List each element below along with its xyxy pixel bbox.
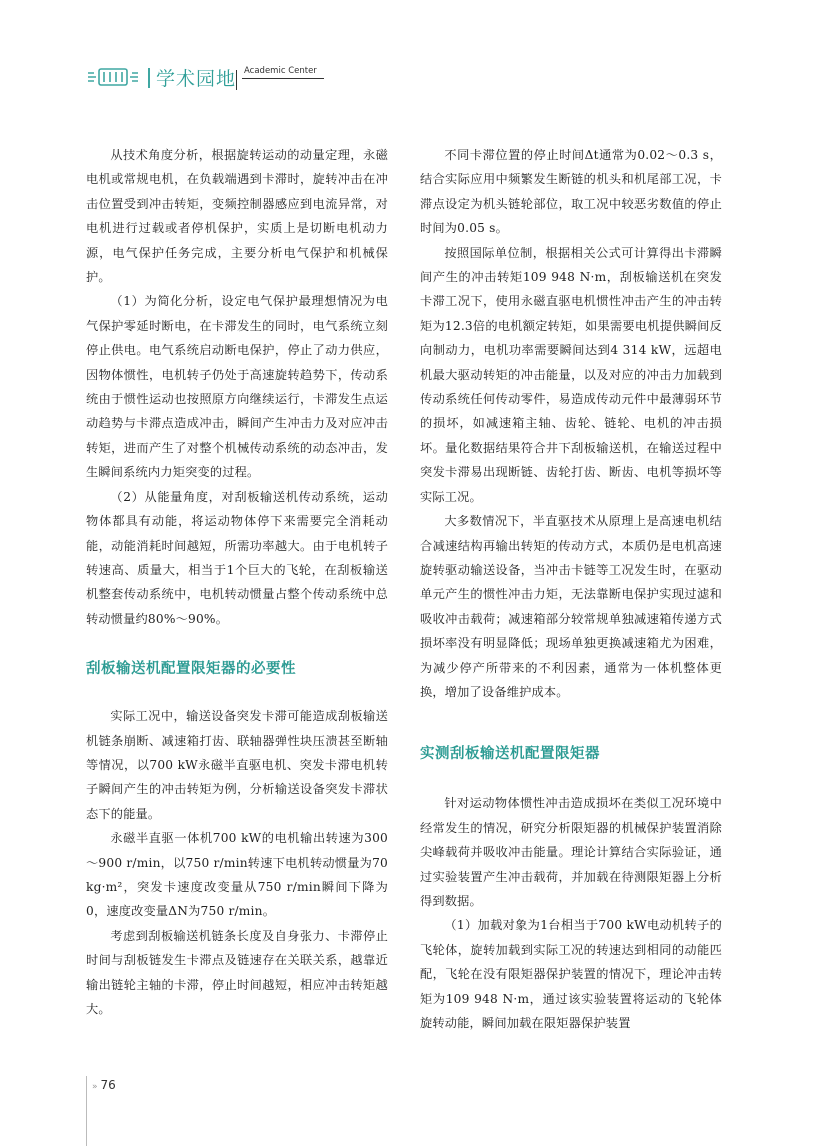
paragraph: 从技术角度分析，根据旋转运动的动量定理，永磁电机或常规电机，在负载端遇到卡滞时，旋转冲击在冲击位置受到冲击转矩，变频控制器感应到电流异常，对电机进行过载或者停机保护，实质上是切断电机动力源，电气保护任务完成，主要分析电气保护和机械保护。: [86, 148, 388, 285]
header-divider: [148, 68, 150, 88]
section-title: 学术园地: [156, 68, 237, 90]
paragraph: （1）为简化分析，设定电气保护最理想情况为电气保护零延时断电，在卡滞发生的同时，电气系统立刻停止供电。电气系统启动断电保护，停止了动力供应，因物体惯性，电机转子仍处于高速旋转趋势下，传动系统由于惯性运动也按照原方向继续运行，卡滞发生点运动趋势与卡滞点造成冲击，瞬间产生冲击力及对应冲击转矩，进而产生了对整个机械传动系统的动态冲击，发生瞬间系统内力矩突变的过程。: [86, 294, 388, 480]
paragraph: 考虑到刮板输送机链条长度及自身张力、卡滞停止时间与刮板链发生卡滞点及链速存在关联关系，越靠近输出链轮主轴的卡滞，停止时间越短，相应冲击转矩越大。: [86, 928, 388, 1016]
paragraph: 永磁半直驱一体机700 kW的电机输出转速为300～900 r/min，以750 r/min转速下电机转动惯量为70 kg·m²，突发卡速度改变量从750 r/min瞬间下降为0，速度改变量ΔN为750 r/min。: [86, 831, 388, 919]
section-heading: 实测刮板输送机配置限矩器: [420, 746, 600, 763]
paragraph: 大多数情况下，半直驱技术从原理上是高速电机结合减速结构再输出转矩的传动方式，本质仍是电机高速旋转驱动输送设备，当冲击卡链等工况发生时，在驱动单元产生的惯性冲击力矩，无法靠断电保护实现过滤和吸收冲击载荷；减速箱部分较常规单独减速箱传递方式损坏率没有明显降低；现场单独更换减速箱尤为困难，为减少停产所带来的不利因素，通常为一体机整体更换，增加了设备维护成本。: [420, 514, 722, 699]
double-chevron-right-icon: »: [92, 1082, 98, 1092]
paragraph: 实际工况中，输送设备突发卡滞可能造成刮板输送机链条崩断、减速箱打齿、联轴器弹性块压溃甚至断轴等情况，以700 kW永磁半直驱电机、突发卡滞电机转子瞬间产生的冲击转矩为例，分析输送设备突发卡滞状态下的能量。: [86, 709, 388, 821]
paragraph: 按照国际单位制，根据相关公式可计算得出卡滞瞬间产生的冲击转矩109 948 N·m，刮板输送机在突发卡滞工况下，使用永磁直驱电机惯性冲击产生的冲击转矩为12.3倍的电机额定转矩，如果需要电机提供瞬间反向制动力，电机功率需要瞬间达到4 314 kW，远超电机最大驱动转矩的冲击能量，以及对应的冲击力加载到传动系统任何传动零件，易造成传动元件中最薄弱环节的损坏，如减速箱主轴、齿轮、链轮、电机的冲击损坏。量化数据结果符合井下刮板输送机，在输送过程中突发卡滞易出现断链、齿轮打齿、断齿、电机等损坏等实际工况。: [420, 245, 722, 504]
page-number: [92, 1078, 116, 1092]
section-heading: 刮板输送机配置限矩器的必要性: [86, 661, 296, 678]
library-pillars-icon: [86, 66, 140, 88]
page-header: [86, 58, 426, 98]
paragraph: （2）从能量角度，对刮板输送机传动系统，运动物体都具有动能，将运动物体停下来需要完全消耗动能，动能消耗时间越短，所需功率越大。由于电机转子转速高、质量大，相当于1个巨大的飞轮，在刮板输送机整套传动系统中，电机转动惯量占整个传动系统中总转动惯量约80%～90%。: [86, 489, 388, 626]
section-subtitle: Academic Center: [244, 66, 317, 76]
footer-divider: [86, 1076, 87, 1146]
header-underline: [242, 78, 324, 79]
paragraph: 不同卡滞位置的停止时间Δt通常为0.02～0.3 s，结合实际应用中频繁发生断链的机头和机尾部工况，卡滞点设定为机头链轮部位，取工况中较恶劣数值的停止时间为0.05 s。: [420, 148, 722, 236]
paragraph: （1）加载对象为1台相当于700 kW电动机转子的飞轮体，旋转加载到实际工况的转速达到相同的动能匹配，飞轮在没有限矩器保护装置的情况下，理论冲击转矩为109 948 N·m，通过该实验装置将运动的飞轮体旋转动能，瞬间加载在限矩器保护装置: [420, 918, 722, 1030]
right-column: [420, 143, 722, 1035]
header-divider-secondary: [236, 70, 237, 90]
left-column: [86, 143, 388, 1021]
paragraph: 针对运动物体惯性冲击造成损坏在类似工况环境中经常发生的情况，研究分析限矩器的机械保护装置消除尖峰载荷并吸收冲击能量。理论计算结合实际验证，通过实验装置产生冲击载荷，并加载在待测限矩器上分析得到数据。: [420, 796, 722, 908]
page-number-value: 76: [100, 1078, 116, 1092]
